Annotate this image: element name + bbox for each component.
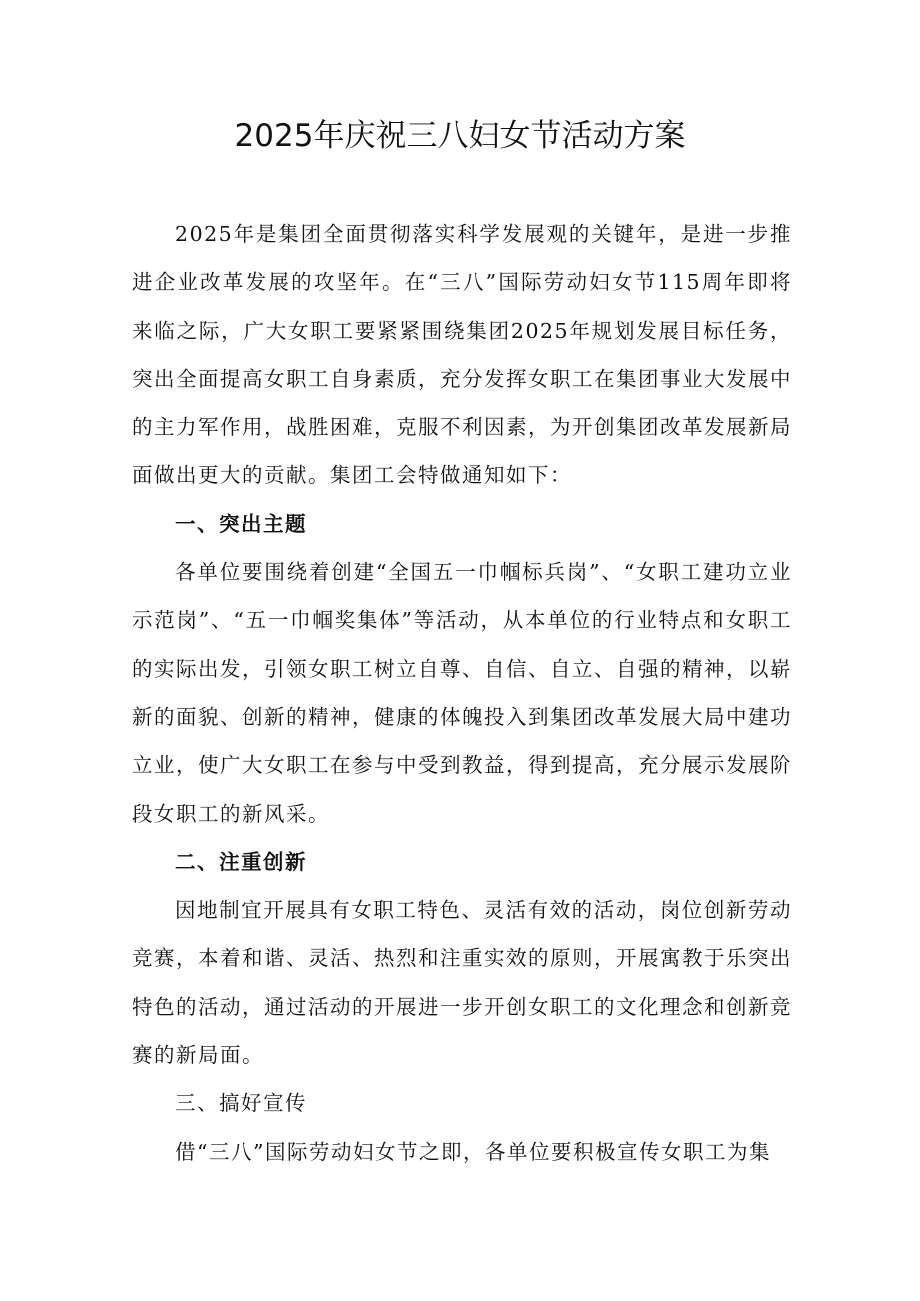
section-body-1: 各单位要围绕着创建“全国五一巾帼标兵岗”、“女职工建功立业示范岗”、“五一巾帼奖集体”等活动，从本单位的行业特点和女职工的实际出发，引领女职工树立自尊、自信、自立、自强的精神，以崭新的面貌、创新的精神，健康的体魄投入到集团改革发展大局中建功立业，使广大女职工在参与中受到教益，得到提高，充分展示发展阶段女职工的新风采。: [132, 560, 792, 826]
intro-paragraph: 2025年是集团全面贯彻落实科学发展观的关键年，是进一步推进企业改革发展的攻坚年。在“三八”国际劳动妇女节115周年即将来临之际，广大女职工要紧紧围绕集团2025年规划发展目标任务，突出全面提高女职工自身素质，充分发挥女职工在集团事业大发展中的主力军作用，战胜困难，克服不利因素，为开创集团改革发展新局面做出更大的贡献。集团工会特做通知如下：: [132, 222, 792, 488]
document-body: [132, 210, 792, 1176]
section-body-2: 因地制宜开展具有女职工特色、灵活有效的活动，岗位创新劳动竞赛，本着和谐、灵活、热烈和注重实效的原则，开展寓教于乐突出特色的活动，通过活动的开展进一步开创女职工的文化理念和创新竞赛的新局面。: [132, 898, 792, 1068]
section-heading-2: 二、注重创新: [175, 849, 308, 874]
document-title: 2025年庆祝三八妇女节活动方案: [234, 118, 686, 154]
section-body-3: 借“三八”国际劳动妇女节之即，各单位要积极宣传女职工为集: [175, 1139, 772, 1164]
section-heading-1: 一、突出主题: [175, 511, 308, 536]
section-heading-3: 三、搞好宣传: [175, 1091, 308, 1116]
